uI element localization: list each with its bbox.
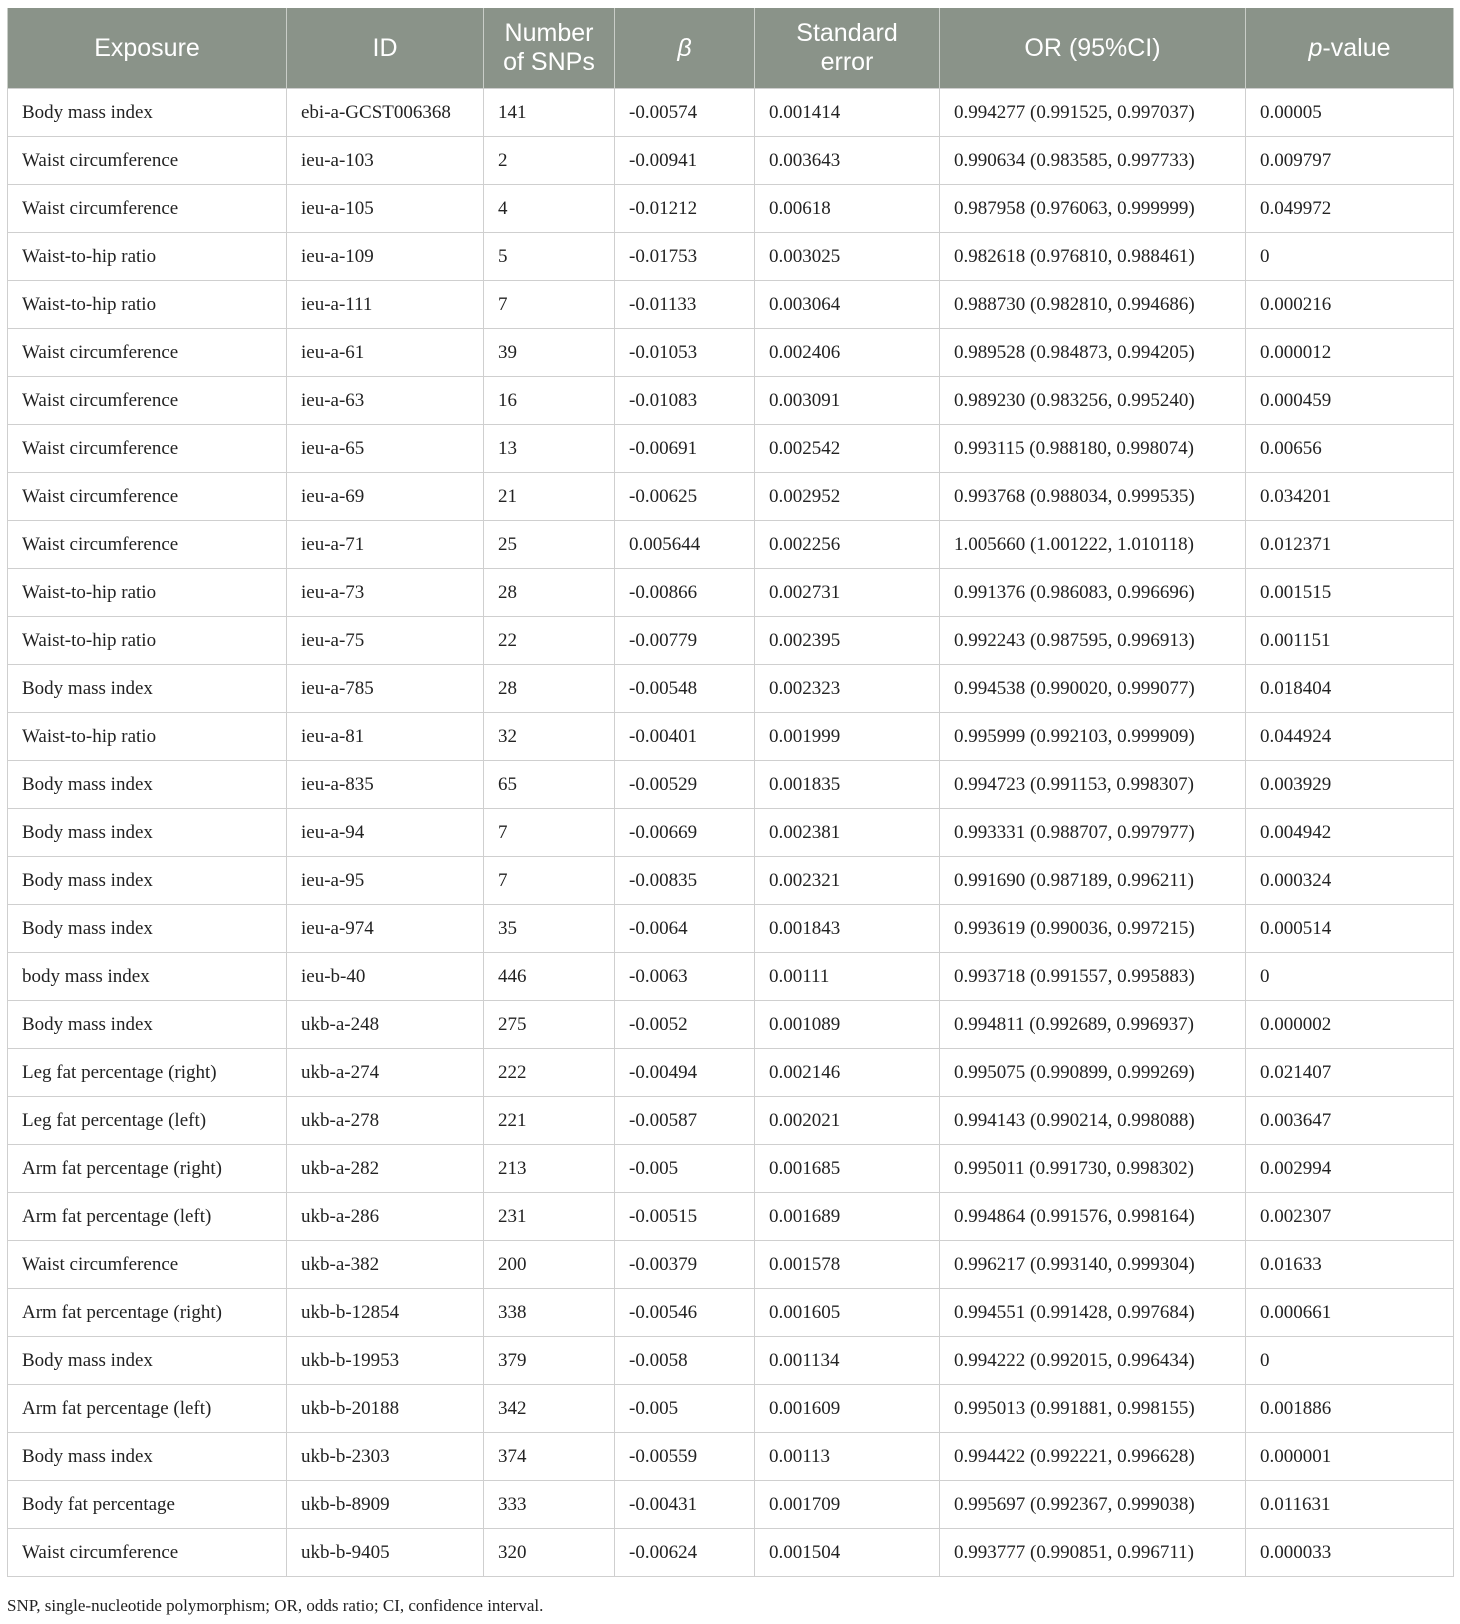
cell-or-95ci: 0.994811 (0.992689, 0.996937) bbox=[940, 1001, 1246, 1049]
cell-standard-error: 0.001709 bbox=[755, 1481, 940, 1529]
cell-id: ieu-a-69 bbox=[287, 473, 484, 521]
cell-standard-error: 0.002395 bbox=[755, 617, 940, 665]
cell-number-of-snps: 379 bbox=[484, 1337, 615, 1385]
table-row bbox=[8, 1049, 1454, 1097]
cell-standard-error: 0.003091 bbox=[755, 377, 940, 425]
cell-id: ieu-a-785 bbox=[287, 665, 484, 713]
cell-or-95ci: 0.994277 (0.991525, 0.997037) bbox=[940, 89, 1246, 137]
cell-number-of-snps: 4 bbox=[484, 185, 615, 233]
cell-exposure: Arm fat percentage (left) bbox=[8, 1193, 287, 1241]
table-row bbox=[8, 1433, 1454, 1481]
cell-beta: -0.00546 bbox=[615, 1289, 755, 1337]
cell-exposure: Waist-to-hip ratio bbox=[8, 617, 287, 665]
cell-id: ieu-a-73 bbox=[287, 569, 484, 617]
table-row bbox=[8, 1289, 1454, 1337]
cell-standard-error: 0.001689 bbox=[755, 1193, 940, 1241]
cell-id: ieu-b-40 bbox=[287, 953, 484, 1001]
cell-standard-error: 0.002256 bbox=[755, 521, 940, 569]
cell-number-of-snps: 2 bbox=[484, 137, 615, 185]
cell-beta: -0.01212 bbox=[615, 185, 755, 233]
cell-p-value: 0.021407 bbox=[1246, 1049, 1454, 1097]
cell-exposure: Body mass index bbox=[8, 809, 287, 857]
cell-exposure: Waist-to-hip ratio bbox=[8, 233, 287, 281]
cell-number-of-snps: 13 bbox=[484, 425, 615, 473]
cell-p-value: 0.000324 bbox=[1246, 857, 1454, 905]
table-row bbox=[8, 1385, 1454, 1433]
cell-exposure: Body mass index bbox=[8, 1001, 287, 1049]
cell-exposure: Waist circumference bbox=[8, 425, 287, 473]
cell-standard-error: 0.002406 bbox=[755, 329, 940, 377]
cell-beta: -0.00494 bbox=[615, 1049, 755, 1097]
cell-exposure: Body fat percentage bbox=[8, 1481, 287, 1529]
cell-exposure: Waist circumference bbox=[8, 185, 287, 233]
table-row bbox=[8, 137, 1454, 185]
cell-exposure: Body mass index bbox=[8, 89, 287, 137]
header-number-of-snps-line1: Number bbox=[504, 19, 594, 47]
table-row bbox=[8, 1097, 1454, 1145]
cell-beta: -0.00559 bbox=[615, 1433, 755, 1481]
cell-standard-error: 0.001605 bbox=[755, 1289, 940, 1337]
cell-number-of-snps: 200 bbox=[484, 1241, 615, 1289]
cell-id: ieu-a-81 bbox=[287, 713, 484, 761]
cell-number-of-snps: 39 bbox=[484, 329, 615, 377]
cell-exposure: Body mass index bbox=[8, 1433, 287, 1481]
cell-exposure: Body mass index bbox=[8, 761, 287, 809]
cell-number-of-snps: 7 bbox=[484, 281, 615, 329]
cell-id: ieu-a-63 bbox=[287, 377, 484, 425]
table-row bbox=[8, 953, 1454, 1001]
header-exposure: Exposure bbox=[8, 8, 287, 89]
cell-standard-error: 0.001414 bbox=[755, 89, 940, 137]
table-row bbox=[8, 377, 1454, 425]
cell-beta: -0.00866 bbox=[615, 569, 755, 617]
cell-p-value: 0.000216 bbox=[1246, 281, 1454, 329]
table-row bbox=[8, 281, 1454, 329]
header-p-italic: p bbox=[1308, 33, 1323, 62]
cell-p-value: 0.000033 bbox=[1246, 1529, 1454, 1577]
cell-id: ukb-b-12854 bbox=[287, 1289, 484, 1337]
cell-p-value: 0.01633 bbox=[1246, 1241, 1454, 1289]
cell-standard-error: 0.003064 bbox=[755, 281, 940, 329]
header-row bbox=[8, 8, 1454, 89]
cell-standard-error: 0.002146 bbox=[755, 1049, 940, 1097]
cell-id: ukb-a-278 bbox=[287, 1097, 484, 1145]
cell-beta: -0.00624 bbox=[615, 1529, 755, 1577]
cell-p-value: 0.000661 bbox=[1246, 1289, 1454, 1337]
cell-standard-error: 0.00111 bbox=[755, 953, 940, 1001]
cell-exposure: Waist circumference bbox=[8, 1529, 287, 1577]
cell-standard-error: 0.00113 bbox=[755, 1433, 940, 1481]
cell-standard-error: 0.002952 bbox=[755, 473, 940, 521]
cell-p-value: 0.009797 bbox=[1246, 137, 1454, 185]
table-row bbox=[8, 521, 1454, 569]
cell-beta: -0.01753 bbox=[615, 233, 755, 281]
cell-or-95ci: 0.982618 (0.976810, 0.988461) bbox=[940, 233, 1246, 281]
table-row bbox=[8, 665, 1454, 713]
cell-exposure: Waist-to-hip ratio bbox=[8, 281, 287, 329]
cell-p-value: 0.002307 bbox=[1246, 1193, 1454, 1241]
cell-id: ieu-a-61 bbox=[287, 329, 484, 377]
cell-p-value: 0.000514 bbox=[1246, 905, 1454, 953]
cell-number-of-snps: 213 bbox=[484, 1145, 615, 1193]
cell-standard-error: 0.001134 bbox=[755, 1337, 940, 1385]
cell-or-95ci: 0.995011 (0.991730, 0.998302) bbox=[940, 1145, 1246, 1193]
cell-standard-error: 0.002731 bbox=[755, 569, 940, 617]
cell-p-value: 0.011631 bbox=[1246, 1481, 1454, 1529]
cell-id: ieu-a-75 bbox=[287, 617, 484, 665]
header-p-rest: -value bbox=[1322, 33, 1391, 62]
cell-beta: -0.00515 bbox=[615, 1193, 755, 1241]
cell-beta: -0.00779 bbox=[615, 617, 755, 665]
cell-exposure: Body mass index bbox=[8, 1337, 287, 1385]
cell-standard-error: 0.00618 bbox=[755, 185, 940, 233]
cell-standard-error: 0.001999 bbox=[755, 713, 940, 761]
cell-p-value: 0.018404 bbox=[1246, 665, 1454, 713]
table-row bbox=[8, 185, 1454, 233]
cell-p-value: 0.000012 bbox=[1246, 329, 1454, 377]
cell-standard-error: 0.003643 bbox=[755, 137, 940, 185]
cell-p-value: 0.044924 bbox=[1246, 713, 1454, 761]
cell-id: ukb-a-382 bbox=[287, 1241, 484, 1289]
cell-number-of-snps: 222 bbox=[484, 1049, 615, 1097]
cell-p-value: 0.049972 bbox=[1246, 185, 1454, 233]
cell-or-95ci: 0.993768 (0.988034, 0.999535) bbox=[940, 473, 1246, 521]
table-row bbox=[8, 905, 1454, 953]
cell-or-95ci: 0.995697 (0.992367, 0.999038) bbox=[940, 1481, 1246, 1529]
cell-p-value: 0.001151 bbox=[1246, 617, 1454, 665]
cell-number-of-snps: 333 bbox=[484, 1481, 615, 1529]
cell-beta: -0.005 bbox=[615, 1145, 755, 1193]
cell-number-of-snps: 16 bbox=[484, 377, 615, 425]
cell-standard-error: 0.002323 bbox=[755, 665, 940, 713]
cell-number-of-snps: 374 bbox=[484, 1433, 615, 1481]
cell-number-of-snps: 21 bbox=[484, 473, 615, 521]
cell-beta: -0.0052 bbox=[615, 1001, 755, 1049]
cell-id: ukb-b-20188 bbox=[287, 1385, 484, 1433]
cell-id: ieu-a-95 bbox=[287, 857, 484, 905]
cell-standard-error: 0.003025 bbox=[755, 233, 940, 281]
table-row bbox=[8, 761, 1454, 809]
cell-standard-error: 0.002321 bbox=[755, 857, 940, 905]
cell-or-95ci: 0.994551 (0.991428, 0.997684) bbox=[940, 1289, 1246, 1337]
cell-standard-error: 0.001504 bbox=[755, 1529, 940, 1577]
cell-or-95ci: 0.994864 (0.991576, 0.998164) bbox=[940, 1193, 1246, 1241]
cell-p-value: 0.001515 bbox=[1246, 569, 1454, 617]
table-row bbox=[8, 617, 1454, 665]
cell-beta: -0.00574 bbox=[615, 89, 755, 137]
cell-beta: -0.00835 bbox=[615, 857, 755, 905]
cell-or-95ci: 0.994538 (0.990020, 0.999077) bbox=[940, 665, 1246, 713]
header-id: ID bbox=[287, 8, 484, 89]
cell-beta: -0.0063 bbox=[615, 953, 755, 1001]
cell-exposure: Body mass index bbox=[8, 905, 287, 953]
cell-or-95ci: 0.995075 (0.990899, 0.999269) bbox=[940, 1049, 1246, 1097]
cell-or-95ci: 0.991376 (0.986083, 0.996696) bbox=[940, 569, 1246, 617]
header-or-95ci: OR (95%CI) bbox=[940, 8, 1246, 89]
cell-beta: -0.00587 bbox=[615, 1097, 755, 1145]
cell-exposure: Leg fat percentage (right) bbox=[8, 1049, 287, 1097]
cell-p-value: 0.00656 bbox=[1246, 425, 1454, 473]
cell-or-95ci: 0.988730 (0.982810, 0.994686) bbox=[940, 281, 1246, 329]
cell-or-95ci: 1.005660 (1.001222, 1.010118) bbox=[940, 521, 1246, 569]
cell-or-95ci: 0.993718 (0.991557, 0.995883) bbox=[940, 953, 1246, 1001]
cell-exposure: Waist circumference bbox=[8, 377, 287, 425]
cell-id: ieu-a-94 bbox=[287, 809, 484, 857]
table-row bbox=[8, 89, 1454, 137]
cell-p-value: 0.00005 bbox=[1246, 89, 1454, 137]
cell-id: ukb-b-9405 bbox=[287, 1529, 484, 1577]
cell-or-95ci: 0.995999 (0.992103, 0.999909) bbox=[940, 713, 1246, 761]
table-row bbox=[8, 713, 1454, 761]
cell-number-of-snps: 320 bbox=[484, 1529, 615, 1577]
cell-beta: 0.005644 bbox=[615, 521, 755, 569]
cell-beta: -0.00431 bbox=[615, 1481, 755, 1529]
header-standard-error bbox=[755, 8, 940, 89]
table-row bbox=[8, 425, 1454, 473]
header-number-of-snps bbox=[484, 8, 615, 89]
cell-number-of-snps: 7 bbox=[484, 857, 615, 905]
cell-p-value: 0.003929 bbox=[1246, 761, 1454, 809]
cell-id: ebi-a-GCST006368 bbox=[287, 89, 484, 137]
table-row bbox=[8, 1001, 1454, 1049]
cell-p-value: 0.000002 bbox=[1246, 1001, 1454, 1049]
cell-number-of-snps: 342 bbox=[484, 1385, 615, 1433]
cell-beta: -0.0064 bbox=[615, 905, 755, 953]
header-standard-error-line1: Standard bbox=[796, 19, 898, 47]
cell-id: ukb-b-2303 bbox=[287, 1433, 484, 1481]
cell-or-95ci: 0.995013 (0.991881, 0.998155) bbox=[940, 1385, 1246, 1433]
table-row bbox=[8, 1529, 1454, 1577]
cell-id: ukb-a-248 bbox=[287, 1001, 484, 1049]
results-table bbox=[7, 8, 1454, 1577]
table-row bbox=[8, 1337, 1454, 1385]
table-row bbox=[8, 1481, 1454, 1529]
cell-beta: -0.01133 bbox=[615, 281, 755, 329]
cell-beta: -0.005 bbox=[615, 1385, 755, 1433]
cell-id: ieu-a-835 bbox=[287, 761, 484, 809]
cell-id: ieu-a-105 bbox=[287, 185, 484, 233]
cell-beta: -0.00401 bbox=[615, 713, 755, 761]
table-row bbox=[8, 1241, 1454, 1289]
cell-standard-error: 0.001609 bbox=[755, 1385, 940, 1433]
cell-or-95ci: 0.994222 (0.992015, 0.996434) bbox=[940, 1337, 1246, 1385]
cell-or-95ci: 0.990634 (0.983585, 0.997733) bbox=[940, 137, 1246, 185]
cell-or-95ci: 0.992243 (0.987595, 0.996913) bbox=[940, 617, 1246, 665]
header-p-value bbox=[1246, 8, 1454, 89]
cell-beta: -0.00529 bbox=[615, 761, 755, 809]
cell-id: ieu-a-71 bbox=[287, 521, 484, 569]
table-row bbox=[8, 233, 1454, 281]
table-row bbox=[8, 569, 1454, 617]
table-row bbox=[8, 473, 1454, 521]
cell-id: ieu-a-109 bbox=[287, 233, 484, 281]
cell-exposure: Waist circumference bbox=[8, 521, 287, 569]
cell-or-95ci: 0.993331 (0.988707, 0.997977) bbox=[940, 809, 1246, 857]
cell-id: ukb-b-8909 bbox=[287, 1481, 484, 1529]
cell-standard-error: 0.002381 bbox=[755, 809, 940, 857]
cell-beta: -0.00548 bbox=[615, 665, 755, 713]
cell-beta: -0.00379 bbox=[615, 1241, 755, 1289]
cell-number-of-snps: 28 bbox=[484, 569, 615, 617]
cell-beta: -0.00669 bbox=[615, 809, 755, 857]
cell-p-value: 0.004942 bbox=[1246, 809, 1454, 857]
table-container bbox=[7, 8, 1453, 1577]
table-footnote: SNP, single-nucleotide polymorphism; OR, odds ratio; CI, confidence interval. bbox=[7, 1596, 544, 1615]
table-header bbox=[8, 8, 1454, 89]
cell-or-95ci: 0.994723 (0.991153, 0.998307) bbox=[940, 761, 1246, 809]
table-row bbox=[8, 857, 1454, 905]
cell-number-of-snps: 7 bbox=[484, 809, 615, 857]
cell-standard-error: 0.001089 bbox=[755, 1001, 940, 1049]
cell-number-of-snps: 446 bbox=[484, 953, 615, 1001]
cell-or-95ci: 0.993777 (0.990851, 0.996711) bbox=[940, 1529, 1246, 1577]
cell-number-of-snps: 338 bbox=[484, 1289, 615, 1337]
cell-id: ukb-a-274 bbox=[287, 1049, 484, 1097]
cell-beta: -0.01083 bbox=[615, 377, 755, 425]
cell-number-of-snps: 22 bbox=[484, 617, 615, 665]
cell-number-of-snps: 28 bbox=[484, 665, 615, 713]
cell-exposure: Waist circumference bbox=[8, 329, 287, 377]
cell-standard-error: 0.001835 bbox=[755, 761, 940, 809]
cell-id: ukb-a-282 bbox=[287, 1145, 484, 1193]
cell-or-95ci: 0.993619 (0.990036, 0.997215) bbox=[940, 905, 1246, 953]
cell-beta: -0.00941 bbox=[615, 137, 755, 185]
cell-or-95ci: 0.987958 (0.976063, 0.999999) bbox=[940, 185, 1246, 233]
cell-p-value: 0 bbox=[1246, 953, 1454, 1001]
cell-or-95ci: 0.994422 (0.992221, 0.996628) bbox=[940, 1433, 1246, 1481]
cell-beta: -0.01053 bbox=[615, 329, 755, 377]
cell-number-of-snps: 35 bbox=[484, 905, 615, 953]
cell-p-value: 0 bbox=[1246, 1337, 1454, 1385]
cell-beta: -0.00691 bbox=[615, 425, 755, 473]
cell-or-95ci: 0.989230 (0.983256, 0.995240) bbox=[940, 377, 1246, 425]
cell-id: ieu-a-974 bbox=[287, 905, 484, 953]
cell-exposure: Arm fat percentage (right) bbox=[8, 1289, 287, 1337]
table-row bbox=[8, 809, 1454, 857]
header-number-of-snps-line2: of SNPs bbox=[503, 48, 595, 76]
cell-number-of-snps: 32 bbox=[484, 713, 615, 761]
cell-or-95ci: 0.993115 (0.988180, 0.998074) bbox=[940, 425, 1246, 473]
cell-exposure: Arm fat percentage (left) bbox=[8, 1385, 287, 1433]
cell-id: ieu-a-65 bbox=[287, 425, 484, 473]
cell-beta: -0.00625 bbox=[615, 473, 755, 521]
cell-p-value: 0.000001 bbox=[1246, 1433, 1454, 1481]
cell-p-value: 0 bbox=[1246, 233, 1454, 281]
cell-p-value: 0.003647 bbox=[1246, 1097, 1454, 1145]
cell-standard-error: 0.002021 bbox=[755, 1097, 940, 1145]
cell-p-value: 0.001886 bbox=[1246, 1385, 1454, 1433]
cell-number-of-snps: 141 bbox=[484, 89, 615, 137]
cell-standard-error: 0.001578 bbox=[755, 1241, 940, 1289]
cell-p-value: 0.002994 bbox=[1246, 1145, 1454, 1193]
cell-p-value: 0.012371 bbox=[1246, 521, 1454, 569]
cell-exposure: Waist circumference bbox=[8, 137, 287, 185]
cell-number-of-snps: 65 bbox=[484, 761, 615, 809]
cell-number-of-snps: 275 bbox=[484, 1001, 615, 1049]
cell-or-95ci: 0.994143 (0.990214, 0.998088) bbox=[940, 1097, 1246, 1145]
cell-exposure: Body mass index bbox=[8, 665, 287, 713]
cell-exposure: Arm fat percentage (right) bbox=[8, 1145, 287, 1193]
cell-id: ieu-a-103 bbox=[287, 137, 484, 185]
cell-p-value: 0.000459 bbox=[1246, 377, 1454, 425]
header-beta: β bbox=[615, 8, 755, 89]
cell-exposure: Waist-to-hip ratio bbox=[8, 713, 287, 761]
cell-number-of-snps: 5 bbox=[484, 233, 615, 281]
cell-exposure: Body mass index bbox=[8, 857, 287, 905]
cell-exposure: Waist circumference bbox=[8, 473, 287, 521]
cell-number-of-snps: 221 bbox=[484, 1097, 615, 1145]
header-standard-error-line2: error bbox=[820, 48, 874, 76]
cell-exposure: body mass index bbox=[8, 953, 287, 1001]
cell-id: ieu-a-111 bbox=[287, 281, 484, 329]
cell-standard-error: 0.001685 bbox=[755, 1145, 940, 1193]
cell-or-95ci: 0.996217 (0.993140, 0.999304) bbox=[940, 1241, 1246, 1289]
cell-beta: -0.0058 bbox=[615, 1337, 755, 1385]
cell-number-of-snps: 25 bbox=[484, 521, 615, 569]
cell-or-95ci: 0.989528 (0.984873, 0.994205) bbox=[940, 329, 1246, 377]
cell-p-value: 0.034201 bbox=[1246, 473, 1454, 521]
cell-exposure: Waist circumference bbox=[8, 1241, 287, 1289]
cell-exposure: Leg fat percentage (left) bbox=[8, 1097, 287, 1145]
table-row bbox=[8, 329, 1454, 377]
cell-number-of-snps: 231 bbox=[484, 1193, 615, 1241]
cell-id: ukb-b-19953 bbox=[287, 1337, 484, 1385]
cell-or-95ci: 0.991690 (0.987189, 0.996211) bbox=[940, 857, 1246, 905]
cell-exposure: Waist-to-hip ratio bbox=[8, 569, 287, 617]
table-row bbox=[8, 1145, 1454, 1193]
cell-standard-error: 0.002542 bbox=[755, 425, 940, 473]
cell-id: ukb-a-286 bbox=[287, 1193, 484, 1241]
table-row bbox=[8, 1193, 1454, 1241]
table-body bbox=[8, 89, 1454, 1577]
cell-standard-error: 0.001843 bbox=[755, 905, 940, 953]
